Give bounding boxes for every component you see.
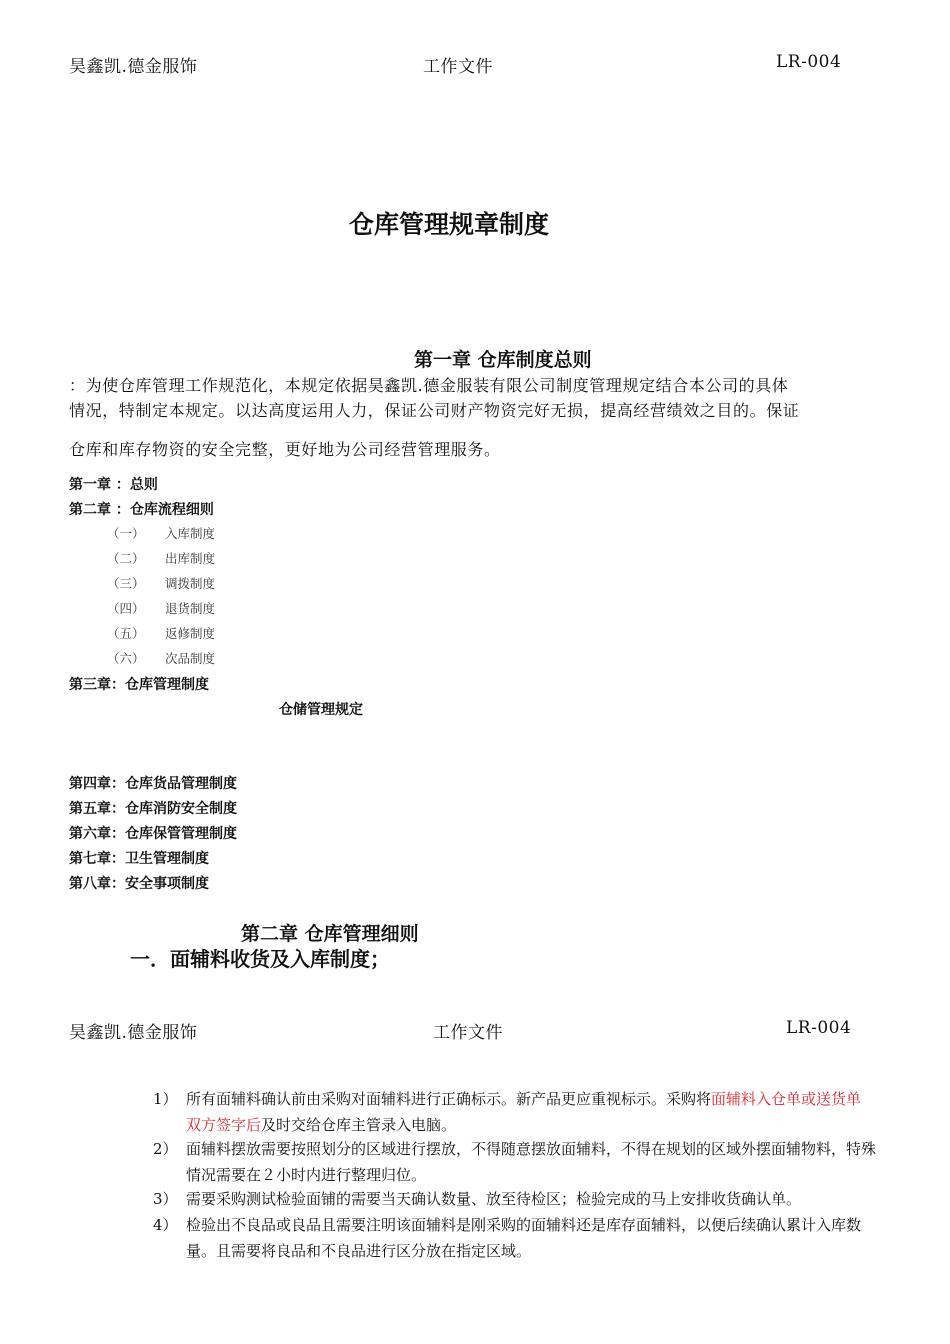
intro-line-1: ：为使仓库管理工作规范化，本规定依据昊鑫凯.德金服装有限公司制度管理规定结合本公司的具体	[69, 376, 789, 395]
list-item-number: 2）	[153, 1140, 178, 1158]
toc-sub-item: （三） 调拨制度	[107, 576, 216, 591]
list-item-text: 需要采购测试检验面铺的需要当天确认数量、放至待检区；检验完成的马上安排收货确认单。	[186, 1190, 802, 1208]
section1-heading: 一．面辅料收货及入库制度；	[130, 947, 390, 971]
intro-line-3: 仓库和库存物资的安全完整，更好地为公司经营管理服务。	[69, 440, 501, 459]
list-item	[153, 1186, 883, 1212]
header2-company: 昊鑫凯.德金服饰	[69, 1023, 198, 1043]
header2-doc-code: LR-004	[786, 1018, 852, 1038]
list-item-number: 3）	[153, 1190, 178, 1208]
list-item	[153, 1136, 883, 1188]
toc-chapter-4: 第四章：仓库货品管理制度	[69, 776, 237, 792]
toc-chapter-5: 第五章：仓库消防安全制度	[69, 801, 237, 817]
chapter1-heading: 第一章 仓库制度总则	[414, 349, 592, 371]
list-item	[153, 1212, 883, 1264]
toc-sub-item: （六） 次品制度	[107, 651, 216, 666]
chapter2-heading: 第二章 仓库管理细则	[241, 923, 419, 945]
toc-chapter-7: 第七章：卫生管理制度	[69, 851, 209, 867]
list-item-text: 所有面辅料确认前由采购对面辅料进行正确标示。新产品更应重视标示。采购将面辅料入仓单或送货单双方签字后及时交给仓库主管录入电脑。	[186, 1090, 862, 1134]
toc-sub-item: （五） 返修制度	[107, 626, 216, 641]
header-doc-code: LR-004	[776, 52, 842, 72]
toc-sub-item: （一） 入库制度	[107, 526, 216, 541]
toc-sub-item: （四） 退货制度	[107, 601, 216, 616]
toc-chapter-2: 第二章 ：仓库流程细则	[69, 502, 214, 518]
intro-line-2: 情况，特制定本规定。以达高度运用人力，保证公司财产物资完好无损，提高经营绩效之目的。保证	[69, 401, 800, 420]
toc-chapter-8: 第八章：安全事项制度	[69, 876, 209, 892]
toc-chapter-1: 第一章 ：总则	[69, 477, 158, 493]
list-item-number: 4）	[153, 1216, 178, 1234]
toc-chapter-3-sub: 仓储管理规定	[279, 702, 363, 718]
list-item	[153, 1086, 883, 1138]
header2-doc-type: 工作文件	[433, 1023, 503, 1043]
header-company: 昊鑫凯.德金服饰	[69, 57, 198, 77]
toc-chapter-6: 第六章：仓库保管管理制度	[69, 826, 237, 842]
document-title: 仓库管理规章制度	[349, 210, 550, 239]
list-item-text: 检验出不良品或良品且需要注明该面辅料是刚采购的面辅料还是库存面辅料，以便后续确认累计入库数量。且需要将良品和不良品进行区分放在指定区域。	[186, 1216, 862, 1260]
list-item-text: 面辅料摆放需要按照划分的区域进行摆放，不得随意摆放面辅料，不得在规划的区域外摆面辅物料，特殊情况需要在２小时内进行整理归位。	[186, 1140, 877, 1184]
header-doc-type: 工作文件	[423, 57, 493, 77]
toc-chapter-3: 第三章：仓库管理制度	[69, 677, 209, 693]
highlighted-text: 面辅料入仓单或送货单双方签字后	[186, 1090, 862, 1134]
toc-sub-item: （二） 出库制度	[107, 551, 216, 566]
list-item-number: 1）	[153, 1090, 178, 1108]
